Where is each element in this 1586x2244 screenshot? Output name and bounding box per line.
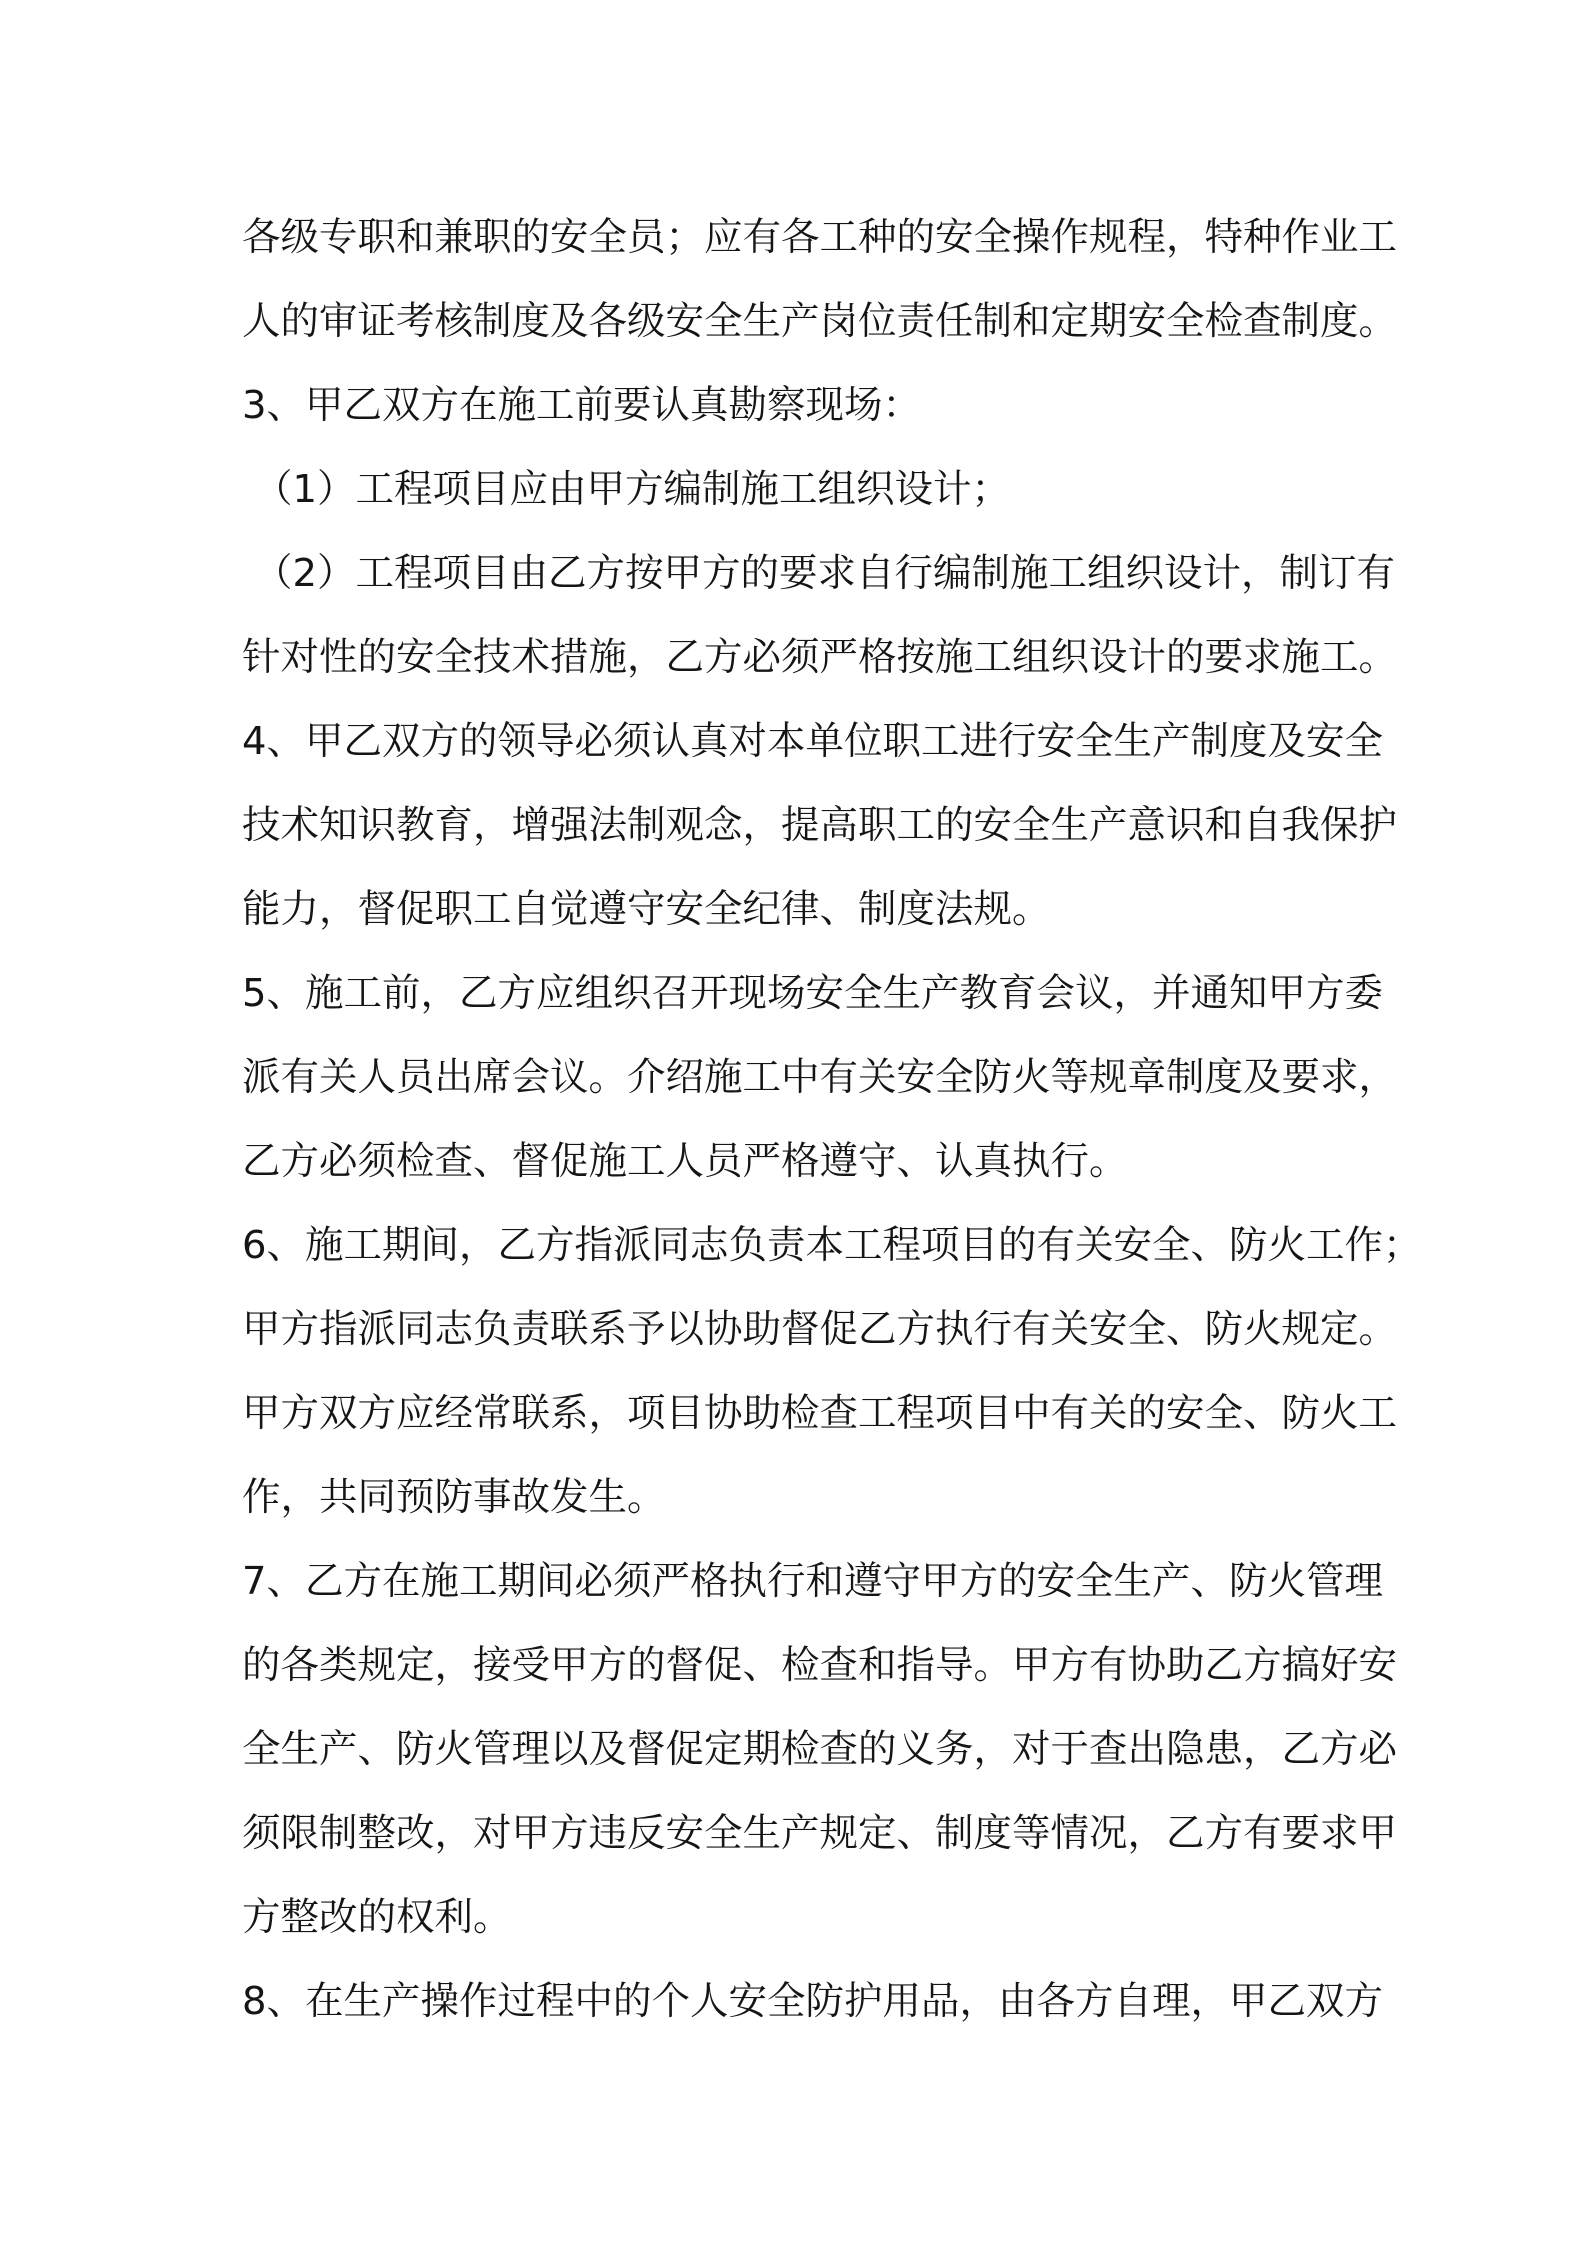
body-text [242, 196, 1422, 2044]
text-line: 6、施工期间，乙方指派同志负责本工程项目的有关安全、防火工作； [242, 1223, 1422, 1268]
text-line: 须限制整改，对甲方违反安全生产规定、制度等情况，乙方有要求甲 [242, 1811, 1398, 1856]
text-line: 8、在生产操作过程中的个人安全防护用品，由各方自理，甲乙双方 [242, 1979, 1383, 2024]
text-line: （2）工程项目由乙方按甲方的要求自行编制施工组织设计，制订有 [254, 551, 1395, 596]
text-line: 的各类规定，接受甲方的督促、检查和指导。甲方有协助乙方搞好安 [242, 1643, 1398, 1688]
text-line: 甲方双方应经常联系，项目协助检查工程项目中有关的安全、防火工 [242, 1391, 1398, 1436]
text-line: 针对性的安全技术措施，乙方必须严格按施工组织设计的要求施工。 [242, 635, 1398, 680]
text-line: 人的审证考核制度及各级安全生产岗位责任制和定期安全检查制度。 [242, 299, 1398, 344]
text-line: 乙方必须检查、督促施工人员严格遵守、认真执行。 [242, 1139, 1128, 1184]
text-line: （1）工程项目应由甲方编制施工组织设计； [254, 467, 1010, 512]
text-line: 甲方指派同志负责联系予以协助督促乙方执行有关安全、防火规定。 [242, 1307, 1398, 1352]
text-line: 全生产、防火管理以及督促定期检查的义务，对于查出隐患，乙方必 [242, 1727, 1398, 1772]
text-line: 派有关人员出席会议。介绍施工中有关安全防火等规章制度及要求， [242, 1055, 1398, 1100]
text-line: 4、甲乙双方的领导必须认真对本单位职工进行安全生产制度及安全 [242, 719, 1383, 764]
text-line: 方整改的权利。 [242, 1895, 512, 1940]
text-line: 3、甲乙双方在施工前要认真勘察现场： [242, 383, 921, 428]
text-line: 作，共同预防事故发生。 [242, 1475, 666, 1520]
text-line: 7、乙方在施工期间必须严格执行和遵守甲方的安全生产、防火管理 [242, 1559, 1383, 1604]
text-line: 能力，督促职工自觉遵守安全纪律、制度法规。 [242, 887, 1051, 932]
text-line: 各级专职和兼职的安全员；应有各工种的安全操作规程，特种作业工 [242, 215, 1398, 260]
text-line: 5、施工前，乙方应组织召开现场安全生产教育会议，并通知甲方委 [242, 971, 1383, 1016]
text-line: 技术知识教育，增强法制观念，提高职工的安全生产意识和自我保护 [242, 803, 1398, 848]
